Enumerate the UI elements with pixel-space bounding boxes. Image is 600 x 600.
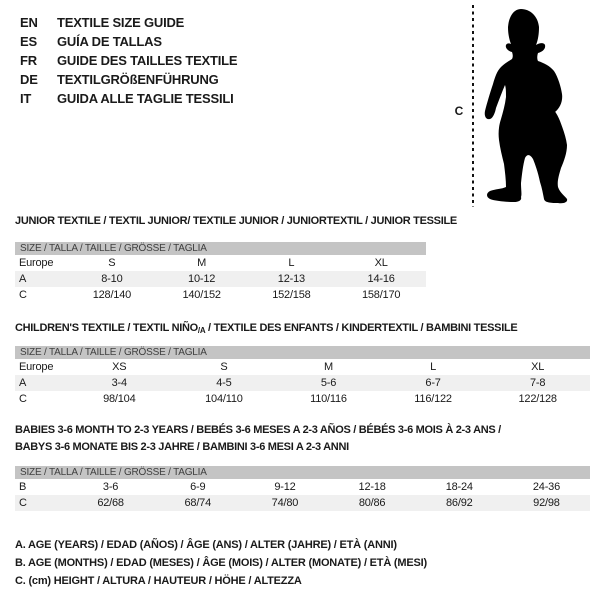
size-cell: M [197,257,207,269]
row-label: C [19,289,27,301]
language-code: ES [20,34,37,49]
size-cell: 3-6 [102,481,119,493]
size-cell: 24-36 [532,481,561,493]
table-row [15,495,590,511]
size-cell: XL [374,257,388,269]
size-cell: 18-24 [445,481,473,493]
size-cell: 104/110 [205,393,243,405]
footnote-age-years: A. AGE (YEARS) / EDAD (AÑOS) / ÂGE (ANS) / ALTER (JAHRE) / ETÀ (ANNI) [15,539,397,551]
junior-size-table [15,255,426,303]
size-cell: 110/116 [310,393,347,405]
size-cell: M [324,361,333,373]
language-row [20,13,237,32]
size-cell: 7-8 [530,377,546,389]
baby-silhouette-icon [478,0,598,210]
size-cell: 116/122 [414,393,452,405]
size-cell: XL [531,361,545,373]
language-code: EN [20,15,38,30]
size-cell: 10-12 [188,273,216,285]
size-cell: 86/92 [446,497,473,509]
row-label: Europe [19,361,54,373]
language-title: GUIDA ALLE TAGLIE TESSILI [57,91,234,106]
size-cell: L [430,361,437,373]
size-cell: 14-16 [367,273,395,285]
size-header-banner: SIZE / TALLA / TAILLE / GRÖSSE / TAGLIA [15,346,590,359]
size-header-banner: SIZE / TALLA / TAILLE / GRÖSSE / TAGLIA [15,242,426,255]
language-title-list [20,13,237,108]
title-text: CHILDREN'S TEXTILE / TEXTIL NIÑO [15,322,198,334]
title-subscript: /A [197,326,206,335]
table-row [15,287,426,303]
height-label-c: C [454,104,464,118]
size-cell: 140/152 [182,289,221,301]
size-cell: 12-18 [358,481,386,493]
language-row [20,70,237,89]
size-cell: 62/68 [97,497,124,509]
size-cell: 80/86 [358,497,386,509]
language-code: FR [20,53,37,68]
language-title: TEXTILE SIZE GUIDE [57,15,185,30]
size-cell: 152/158 [272,289,311,301]
size-cell: 68/74 [184,497,212,509]
size-cell: 128/140 [92,289,132,301]
size-cell: L [288,257,295,269]
size-cell: 74/80 [271,497,299,509]
table-row [15,359,590,375]
babies-size-table [15,479,590,511]
size-header-banner: SIZE / TALLA / TAILLE / GRÖSSE / TAGLIA [15,466,590,479]
language-title: TEXTILGRÖßENFÜHRUNG [57,72,219,87]
size-cell: XS [112,361,127,373]
row-label: B [19,481,27,493]
title-text: / TEXTILE DES ENFANTS / KINDERTEXTIL / BAMBINI TESSILE [205,322,518,334]
footnotes [15,536,427,590]
table-row [15,255,426,271]
table-row [15,271,426,287]
row-label: A [19,273,27,285]
language-row [20,89,237,108]
height-dashed-line [470,5,476,207]
language-title: GUIDE DES TAILLES TEXTILE [57,53,238,68]
row-label: C [19,393,27,405]
table-row [15,479,590,495]
table-row [15,391,590,407]
children-table-title [15,322,517,335]
size-cell: S [108,257,116,269]
footnote-height-cm: C. (cm) HEIGHT / ALTURA / HAUTEUR / HÖHE / ALTEZZA [15,575,302,587]
row-label: C [19,497,27,509]
language-code: DE [20,72,38,87]
size-cell: 158/170 [361,289,401,301]
size-cell: 8-10 [101,273,123,285]
size-cell: 92/98 [533,497,560,509]
table-row [15,375,590,391]
babies-table-title-line1: BABIES 3-6 MONTH TO 2-3 YEARS / BEBÉS 3-6 MESES A 2-3 AÑOS / BÉBÉS 3-6 MOIS À 2-3 ANS / [15,424,501,436]
babies-table-title-line2: BABYS 3-6 MONATE BIS 2-3 JAHRE / BAMBINI 3-6 MESI A 2-3 ANNI [15,441,349,453]
size-cell: 98/104 [103,393,136,405]
size-cell: 12-13 [277,273,305,285]
size-cell: 6-9 [190,481,206,493]
row-label: A [19,377,27,389]
junior-table-title: JUNIOR TEXTILE / TEXTIL JUNIOR/ TEXTILE JUNIOR / JUNIORTEXTIL / JUNIOR TESSILE [15,215,457,227]
size-cell: 6-7 [425,377,441,389]
size-cell: 3-4 [111,377,127,389]
language-code: IT [20,91,32,106]
language-title: GUÍA DE TALLAS [57,34,162,49]
size-cell: 9-12 [274,481,296,493]
size-cell: 5-6 [320,377,337,389]
row-label: Europe [19,257,54,269]
language-row [20,32,237,51]
size-cell: 4-5 [216,377,232,389]
size-cell: 122/128 [518,393,557,405]
size-cell: S [220,361,228,373]
language-row [20,51,237,70]
children-size-table [15,359,590,407]
footnote-age-months: B. AGE (MONTHS) / EDAD (MESES) / ÂGE (MOIS) / ALTER (MONATE) / ETÀ (MESI) [15,557,427,569]
